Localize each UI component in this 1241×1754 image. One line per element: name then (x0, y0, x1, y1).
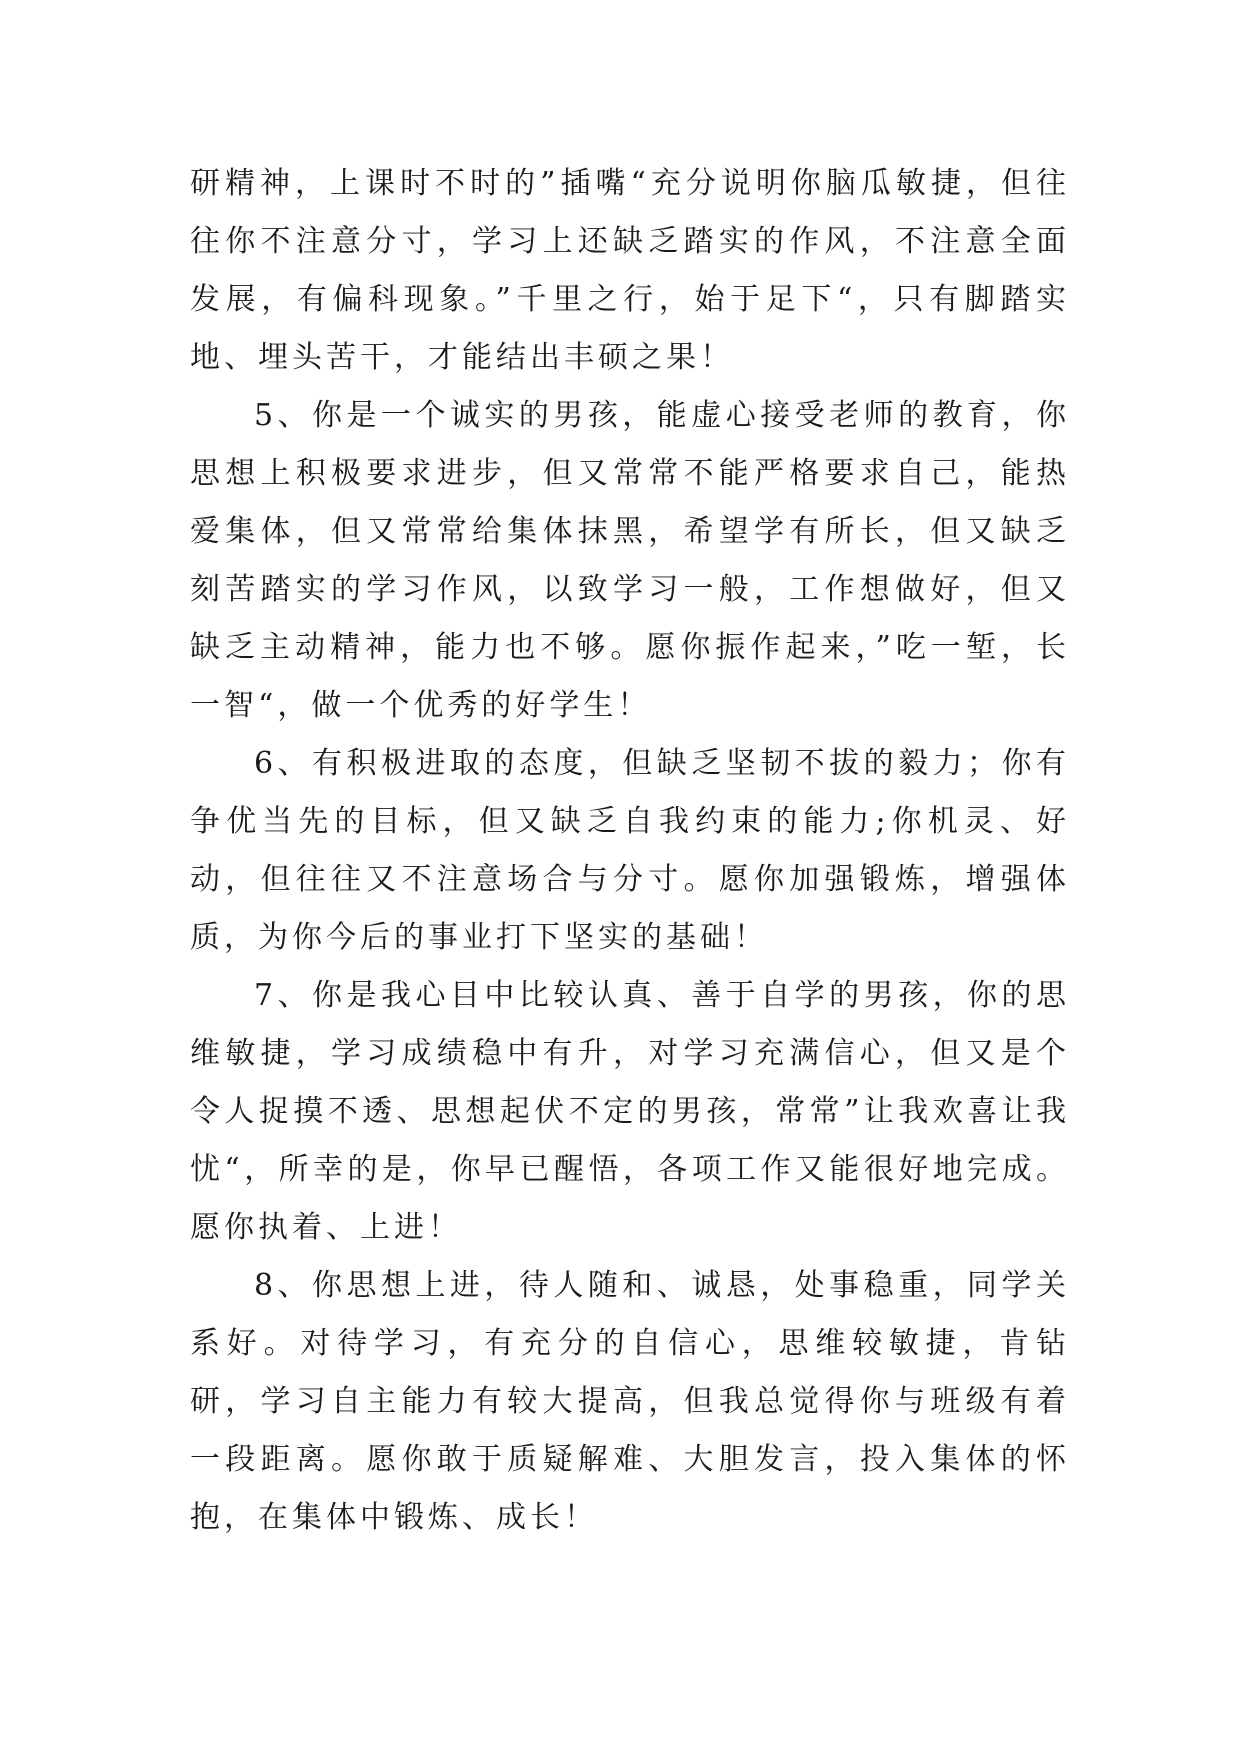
document-body (190, 155, 1070, 1547)
paragraph-comment-7: 7、你是我心目中比较认真、善于自学的男孩，你的思维敏捷，学习成绩稳中有升，对学习充满信心，但又是个令人捉摸不透、思想起伏不定的男孩，常常”让我欢喜让我忧“，所幸的是，你早已醒悟，各项工作又能很好地完成。愿你执着、上进！ (190, 978, 1070, 1245)
paragraph-continuation: 研精神，上课时不时的”插嘴“充分说明你脑瓜敏捷，但往往你不注意分寸，学习上还缺乏踏实的作风，不注意全面发展，有偏科现象。”千里之行，始于足下“，只有脚踏实地、埋头苦干，才能结出丰硕之果！ (190, 166, 1070, 375)
paragraph-comment-8: 8、你思想上进，待人随和、诚恳，处事稳重，同学关系好。对待学习，有充分的自信心，思维较敏捷，肯钻研，学习自主能力有较大提高，但我总觉得你与班级有着一段距离。愿你敢于质疑解难、大胆发言，投入集体的怀抱，在集体中锻炼、成长！ (190, 1268, 1070, 1535)
paragraph-comment-5: 5、你是一个诚实的男孩，能虚心接受老师的教育，你思想上积极要求进步，但又常常不能严格要求自己，能热爱集体，但又常常给集体抹黑，希望学有所长，但又缺乏刻苦踏实的学习作风，以致学习一般，工作想做好，但又缺乏主动精神，能力也不够。愿你振作起来，”吃一堑，长一智“，做一个优秀的好学生！ (190, 398, 1070, 723)
paragraph-comment-6: 6、有积极进取的态度，但缺乏坚韧不拔的毅力；你有争优当先的目标，但又缺乏自我约束的能力;你机灵、好动，但往往又不注意场合与分寸。愿你加强锻炼，增强体质，为你今后的事业打下坚实的基础！ (190, 746, 1070, 955)
